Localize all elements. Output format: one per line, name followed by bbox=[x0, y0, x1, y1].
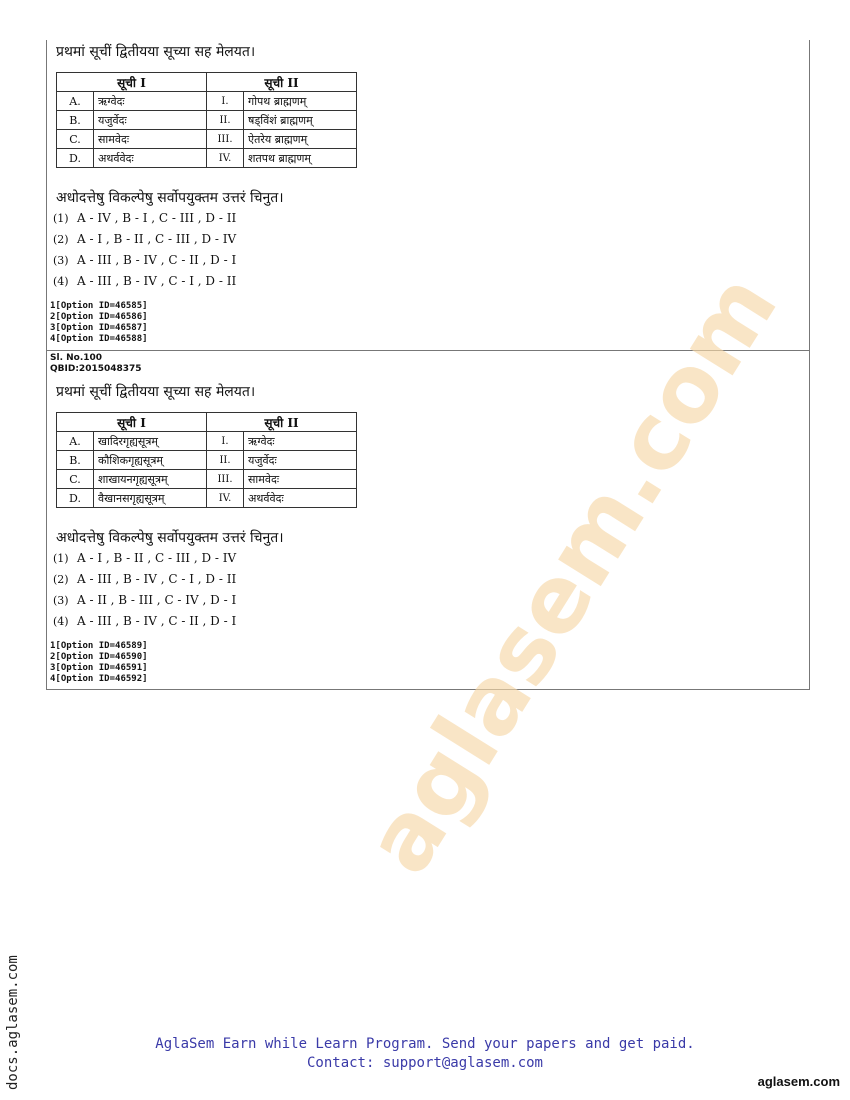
q1-prompt: अधोदत्तेषु विकल्पेषु सर्वोपयुक्तम उत्तरं चिनुत। bbox=[56, 190, 284, 206]
row-match: यजुर्वेदः bbox=[244, 451, 357, 470]
q1-options bbox=[53, 208, 236, 292]
option-id: 2[Option ID=46590] bbox=[50, 652, 148, 662]
table-row bbox=[57, 130, 357, 149]
row-roman: IV. bbox=[207, 489, 244, 508]
q1-header-list1: सूची I bbox=[57, 73, 207, 92]
option-id: 2[Option ID=46586] bbox=[50, 312, 148, 322]
row-roman: III. bbox=[207, 130, 244, 149]
row-roman: II. bbox=[207, 111, 244, 130]
q2-options bbox=[53, 548, 236, 632]
option-id: 3[Option ID=46587] bbox=[50, 323, 148, 333]
option-text: A - III , B - IV , C - I , D - II bbox=[77, 274, 237, 288]
q2-header-list1: सूची I bbox=[57, 413, 207, 432]
row-roman: III. bbox=[207, 470, 244, 489]
row-match: ऐतरेय ब्राह्मणम् bbox=[244, 130, 357, 149]
option-text: A - II , B - III , C - IV , D - I bbox=[77, 593, 237, 607]
row-key: A. bbox=[57, 432, 94, 451]
row-key: A. bbox=[57, 92, 94, 111]
table-row bbox=[57, 432, 357, 451]
row-roman: IV. bbox=[207, 149, 244, 168]
table-row bbox=[57, 489, 357, 508]
option-text: A - III , B - IV , C - II , D - I bbox=[77, 614, 237, 628]
row-key: D. bbox=[57, 149, 94, 168]
option-number: (2) bbox=[53, 233, 69, 246]
option-number: (4) bbox=[53, 275, 69, 288]
option-text: A - III , B - IV , C - II , D - I bbox=[77, 253, 237, 267]
q1-match-table bbox=[56, 72, 357, 168]
row-match: ऋग्वेदः bbox=[244, 432, 357, 451]
q2-match-table bbox=[56, 412, 357, 508]
option-text: A - I , B - II , C - III , D - IV bbox=[77, 232, 237, 246]
brand-label: aglasem.com bbox=[757, 1074, 840, 1089]
option-number: (2) bbox=[53, 573, 69, 586]
option-item[interactable] bbox=[53, 229, 236, 250]
option-number: (3) bbox=[53, 594, 69, 607]
option-item[interactable] bbox=[53, 569, 236, 590]
option-id: 4[Option ID=46588] bbox=[50, 334, 148, 344]
table-row bbox=[57, 149, 357, 168]
option-id: 4[Option ID=46592] bbox=[50, 674, 148, 684]
serial-number: Sl. No.100 bbox=[50, 353, 103, 363]
option-item[interactable] bbox=[53, 548, 236, 569]
row-match: षड्विंशं ब्राह्मणम् bbox=[244, 111, 357, 130]
row-item: यजुर्वेदः bbox=[94, 111, 207, 130]
row-item: वैखानसगृह्यसूत्रम् bbox=[94, 489, 207, 508]
option-number: (3) bbox=[53, 254, 69, 267]
row-match: सामवेदः bbox=[244, 470, 357, 489]
table-row bbox=[57, 470, 357, 489]
option-id: 1[Option ID=46585] bbox=[50, 301, 148, 311]
row-key: B. bbox=[57, 111, 94, 130]
table-row bbox=[57, 92, 357, 111]
q2-meta bbox=[50, 353, 142, 375]
question-bank-id: QBID:2015048375 bbox=[50, 364, 142, 374]
question-divider bbox=[46, 350, 810, 351]
q2-header-list2: सूची II bbox=[207, 413, 357, 432]
q1-header-list2: सूची II bbox=[207, 73, 357, 92]
option-id: 1[Option ID=46589] bbox=[50, 641, 148, 651]
option-text: A - IV , B - I , C - III , D - II bbox=[77, 211, 237, 225]
q1-option-ids bbox=[50, 301, 148, 345]
q1-stem: प्रथमां सूचीं द्वितीयया सूच्या सह मेलयत। bbox=[56, 44, 256, 60]
row-roman: II. bbox=[207, 451, 244, 470]
row-item: सामवेदः bbox=[94, 130, 207, 149]
side-domain-label: docs.aglasem.com bbox=[5, 955, 21, 1090]
row-key: C. bbox=[57, 470, 94, 489]
q2-prompt: अधोदत्तेषु विकल्पेषु सर्वोपयुक्तम उत्तरं चिनुत। bbox=[56, 530, 284, 546]
row-item: अथर्ववेदः bbox=[94, 149, 207, 168]
row-item: शाखायनगृह्यसूत्रम् bbox=[94, 470, 207, 489]
option-item[interactable] bbox=[53, 250, 236, 271]
footer-promo: AglaSem Earn while Learn Program. Send your papers and get paid. bbox=[155, 1036, 695, 1052]
row-roman: I. bbox=[207, 92, 244, 111]
option-number: (1) bbox=[53, 552, 69, 565]
row-key: B. bbox=[57, 451, 94, 470]
option-text: A - I , B - II , C - III , D - IV bbox=[77, 551, 237, 565]
footer-contact[interactable]: Contact: support@aglasem.com bbox=[306, 1055, 543, 1071]
row-item: कौशिकगृह्यसूत्रम् bbox=[94, 451, 207, 470]
option-item[interactable] bbox=[53, 208, 236, 229]
row-match: अथर्ववेदः bbox=[244, 489, 357, 508]
row-item: ऋग्वेदः bbox=[94, 92, 207, 111]
option-text: A - III , B - IV , C - I , D - II bbox=[77, 572, 237, 586]
option-item[interactable] bbox=[53, 590, 236, 611]
row-roman: I. bbox=[207, 432, 244, 451]
watermark: aglasem.com bbox=[345, 255, 798, 892]
option-number: (1) bbox=[53, 212, 69, 225]
q2-stem: प्रथमां सूचीं द्वितीयया सूच्या सह मेलयत। bbox=[56, 384, 256, 400]
row-match: गोपथ ब्राह्मणम् bbox=[244, 92, 357, 111]
table-row bbox=[57, 451, 357, 470]
row-match: शतपथ ब्राह्मणम् bbox=[244, 149, 357, 168]
row-item: खादिरगृह्यसूत्रम् bbox=[94, 432, 207, 451]
option-id: 3[Option ID=46591] bbox=[50, 663, 148, 673]
row-key: D. bbox=[57, 489, 94, 508]
option-number: (4) bbox=[53, 615, 69, 628]
q2-option-ids bbox=[50, 641, 148, 685]
row-key: C. bbox=[57, 130, 94, 149]
option-item[interactable] bbox=[53, 611, 236, 632]
option-item[interactable] bbox=[53, 271, 236, 292]
table-row bbox=[57, 111, 357, 130]
